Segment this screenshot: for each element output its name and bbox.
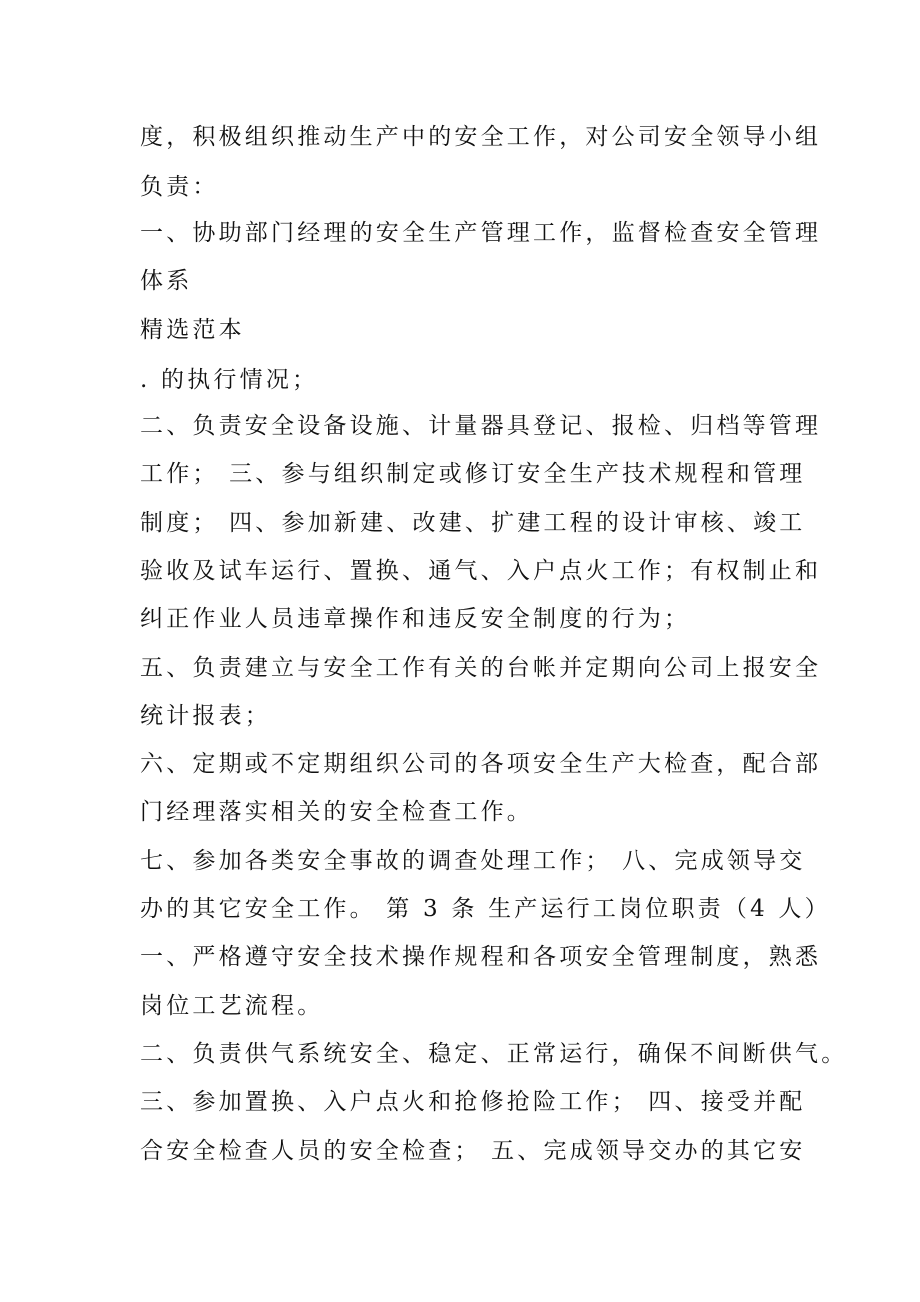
- text-line: . 的执行情况；: [140, 367, 319, 393]
- text-line: 七、参加各类安全事故的调查处理工作； 八、完成领导交: [140, 848, 806, 874]
- text-line: 负责：: [140, 174, 219, 200]
- text-line: 度，积极组织推动生产中的安全工作，对公司安全领导小组: [140, 124, 822, 150]
- text-line: 三、参加置换、入户点火和抢修抢险工作； 四、接受并配: [140, 1089, 806, 1115]
- text-line: 验收及试车运行、置换、通气、入户点火工作；有权制止和: [140, 558, 822, 584]
- text-line: 体系: [140, 268, 193, 294]
- text-line: 统计报表；: [140, 703, 271, 729]
- text-line: 合安全检查人员的安全检查； 五、完成领导交办的其它安: [140, 1138, 806, 1164]
- text-line: 二、负责安全设备设施、计量器具登记、报检、归档等管理: [140, 413, 822, 439]
- text-line: 门经理落实相关的安全检查工作。: [140, 799, 533, 825]
- text-line: 纠正作业人员违章操作和违反安全制度的行为；: [140, 606, 691, 632]
- text-line: 二、负责供气系统安全、稳定、正常运行，确保不间断供气。: [140, 1041, 848, 1067]
- text-line: 岗位工艺流程。: [140, 993, 324, 1019]
- text-line: 一、协助部门经理的安全生产管理工作，监督检查安全管理: [140, 220, 822, 246]
- text-line: 精选范本: [140, 317, 245, 343]
- text-line: 制度； 四、参加新建、改建、扩建工程的设计审核、竣工: [140, 510, 806, 536]
- text-line: 六、定期或不定期组织公司的各项安全生产大检查，配合部: [140, 751, 822, 777]
- text-line: 办的其它安全工作。 第 3 条 生产运行工岗位职责（4 人）: [140, 896, 831, 922]
- text-line: 五、负责建立与安全工作有关的台帐并定期向公司上报安全: [140, 655, 822, 681]
- text-line: 工作； 三、参与组织制定或修订安全生产技术规程和管理: [140, 461, 806, 487]
- text-line: 一、严格遵守安全技术操作规程和各项安全管理制度，熟悉: [140, 944, 822, 970]
